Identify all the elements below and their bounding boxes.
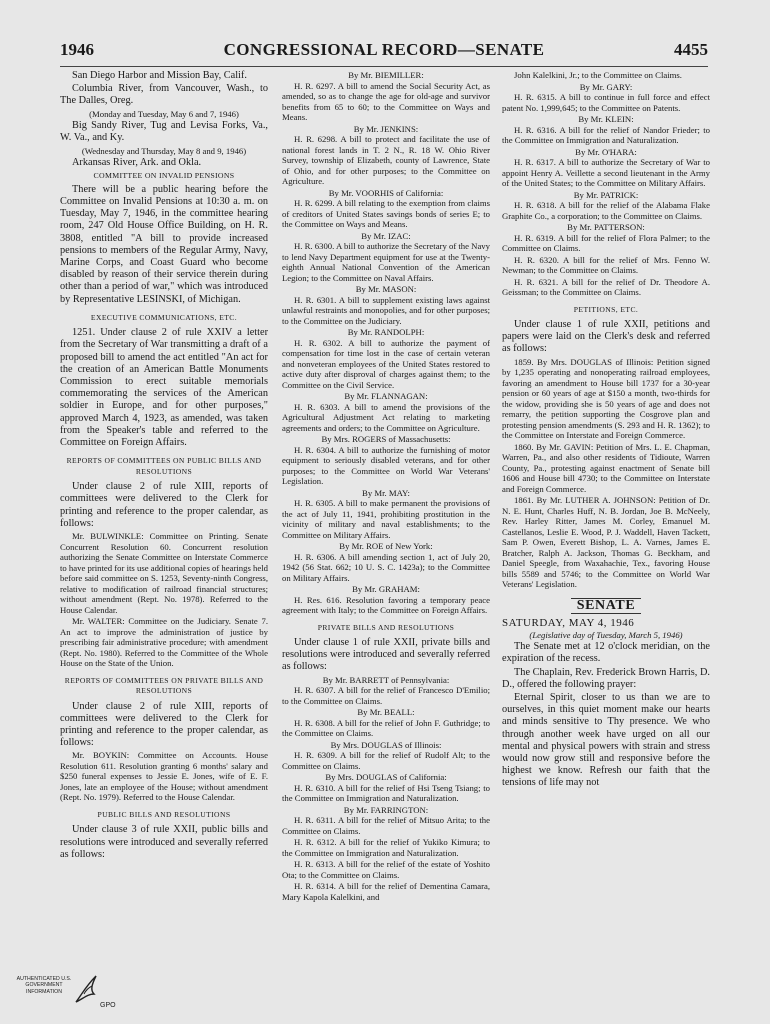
entry-paragraph: H. R. 6312. A bill for the relief of Yukiko Kimura; to the Committee on Immigration and Naturalization. — [282, 837, 490, 858]
session-date: SATURDAY, MAY 4, 1946 — [502, 617, 635, 630]
sponsor-line: By Mrs. DOUGLAS of California: — [325, 772, 447, 783]
gpo-mark: GPO — [100, 1002, 116, 1009]
entry-paragraph: H. R. 6319. A bill for the relief of Flora Palmer; to the Committee on Claims. — [502, 232, 710, 253]
entry-paragraph: H. R. 6306. A bill amending section 1, act of July 20, 1942 (56 Stat. 662; 10 U. S. C. 1423a); to the Committee on Military Affairs. — [282, 551, 490, 583]
sponsor-line: By Mr. VOORHIS of California: — [328, 187, 444, 198]
entry-paragraph: H. R. 6302. A bill to authorize the payment of compensation for time lost in the case of certain veteran and nonveteran employees of the United States restored to active duty after disproval of charges against them; to the Committee on the Civil Service. — [282, 337, 490, 390]
date-note: (Wednesday and Thursday, May 8 and 9, 1946) — [81, 145, 247, 156]
entry-paragraph: H. R. 6313. A bill for the relief of the estate of Yoshito Ota; to the Committee on Claims. — [282, 859, 490, 880]
subsection-heading: COMMITTEE ON INVALID PENSIONS — [93, 171, 235, 181]
entry-paragraph: H. R. 6317. A bill to authorize the Secretary of War to appoint Henry A. Veillette a second lieutenant in the Army of the United States; to the Committee on Military Affairs. — [502, 157, 710, 188]
column-left — [60, 70, 268, 960]
sponsor-line: By Mrs. ROGERS of Massachusetts: — [321, 434, 451, 444]
paragraph: Under clause 1 of rule XXII, private bills and resolutions were introduced and severally referred as follows: — [282, 637, 490, 673]
section-heading: REPORTS OF COMMITTEES ON PRIVATE BILLS AND RESOLUTIONS — [64, 675, 264, 696]
entry-paragraph: H. R. 6318. A bill for the relief of the Alabama Flake Graphite Co., a corporation; to the Committee on Claims. — [502, 200, 710, 221]
entry-paragraph: H. R. 6300. A bill to authorize the Secretary of the Navy to lend Navy Department equipment for use at the Twenty-eighth Annual National Convention of the American Legion; to the Committee on Naval Affairs. — [282, 241, 490, 283]
senate-title: SENATE — [576, 597, 636, 613]
sponsor-line: By Mr. KLEIN: — [578, 114, 634, 124]
sponsor-line: By Mr. PATRICK: — [573, 189, 639, 200]
header-page-number: 4455 — [674, 40, 708, 59]
sponsor-line: By Mr. PATTERSON: — [567, 222, 645, 232]
section-heading: REPORTS OF COMMITTEES ON PUBLIC BILLS AND RESOLUTIONS — [66, 456, 262, 476]
sponsor-line: By Mr. GARY: — [579, 81, 633, 92]
sponsor-line: By Mr. RANDOLPH: — [347, 327, 425, 337]
header-title: CONGRESSIONAL RECORD—SENATE — [223, 40, 545, 59]
section-heading: PETITIONS, ETC. — [573, 304, 639, 314]
section-heading: PUBLIC BILLS AND RESOLUTIONS — [97, 809, 231, 819]
legislative-day-note: (Legislative day of Tuesday, March 5, 1946) — [529, 629, 683, 640]
paragraph: Under clause 2 of rule XIII, reports of committees were delivered to the Clerk for printing and reference to the proper calendar, as follows: — [60, 481, 268, 529]
entry-paragraph: H. R. 6308. A bill for the relief of John F. Guthridge; to the Committee on Claims. — [282, 717, 490, 739]
paragraph: Under clause 3 of rule XXII, public bills and resolutions were introduced and severally referred as follows: — [60, 824, 268, 860]
eagle-icon — [72, 972, 102, 1006]
column-right — [502, 70, 710, 960]
senate-section-heading — [502, 598, 710, 615]
paragraph: The Senate met at 12 o'clock meridian, on the expiration of the recess. — [502, 641, 710, 665]
paragraph: 1251. Under clause 2 of rule XXIV a letter from the Secretary of War transmitting a draft of a proposed bill to amend the act entitled "An act for the creation of an American Battle Monuments Commission to erect suitable memorials commemorating the services of the American soldier in Europe, and for other purposes," approved March 4, 1923, as amended, was taken from the Speaker's table and referred to the Committee on Foreign Affairs. — [60, 327, 268, 449]
entry-paragraph: Mr. BOYKIN: Committee on Accounts. House Resolution 611. Resolution granting 6 months' salary and $250 funeral expenses to Jessie E. Jones, wife of E. F. Jones, late an employee of the House; without amendment (Rept. No. 1979). Referred to the House Calendar. — [60, 750, 268, 803]
sponsor-line: By Mrs. DOUGLAS of Illinois: — [330, 739, 442, 750]
entry-paragraph: H. R. 6305. A bill to make permanent the provisions of the act of July 11, 1941, prohibiting prostitution in the vicinity of military and naval establishments; to the Committee on Military Affairs. — [282, 498, 490, 540]
sponsor-line: By Mr. GRAHAM: — [352, 584, 420, 594]
entry-paragraph: H. R. 6316. A bill for the relief of Nandor Frieder; to the Committee on Immigration and Naturalization. — [502, 124, 710, 145]
paragraph: Arkansas River, Ark. and Okla. — [72, 157, 202, 169]
sponsor-line: By Mr. BEALL: — [357, 707, 415, 718]
entry-paragraph: Mr. WALTER: Committee on the Judiciary. Senate 7. An act to improve the administration of justice by prescribing fair administrative procedure; with amendment (Rept. No. 1980). Referred to the Committee of the Whole House on the State of the Union. — [60, 616, 268, 669]
date-note: (Monday and Tuesday, May 6 and 7, 1946) — [89, 108, 239, 119]
sponsor-line: By Mr. MAY: — [362, 487, 410, 498]
entry-paragraph: H. R. 6315. A bill to continue in full force and effect patent No. 1,999,645; to the Committee on Patents. — [502, 92, 710, 113]
entry-paragraph: H. R. 6320. A bill for the relief of Mrs. Fenno W. Newman; to the Committee on Claims. — [502, 254, 710, 275]
entry-paragraph: H. R. 6307. A bill for the relief of Francesco D'Emilio; to the Committee on Claims. — [282, 685, 490, 706]
entry-paragraph: H. R. 6304. A bill to authorize the furnishing of motor equipment to seriously disabled veterans, and for other purposes; to the Committee on World War Veterans' Legislation. — [282, 444, 490, 486]
entry-paragraph: H. R. 6311. A bill for the relief of Mitsuo Arita; to the Committee on Claims. — [282, 815, 490, 836]
column-middle — [282, 70, 490, 960]
entry-paragraph: H. Res. 616. Resolution favoring a temporary peace agreement with Italy; to the Committee on Foreign Affairs. — [282, 594, 490, 615]
entry-paragraph: H. R. 6314. A bill for the relief of Dementina Camara, Mary Kapola Kalelkini, and — [282, 881, 490, 902]
sponsor-line: By Mr. O'HARA: — [575, 146, 637, 157]
entry-paragraph: 1860. By Mr. GAVIN: Petition of Mrs. L. E. Chapman, Warren, Pa., and also other residents of Tidioute, Warren County, Pa., protesting against enactment of Senate bill 1606 and House bill 4730; to the Committee on Interstate and Foreign Commerce. — [502, 441, 710, 494]
authentication-text: AUTHENTICATED U.S. GOVERNMENT INFORMATION — [16, 976, 72, 995]
entry-paragraph: H. R. 6321. A bill for the relief of Dr. Theodore A. Geissman; to the Committee on Claims. — [502, 276, 710, 297]
entry-paragraph: H. R. 6309. A bill for the relief of Rudolf Alt; to the Committee on Claims. — [282, 750, 490, 771]
entry-paragraph: 1861. By Mr. LUTHER A. JOHNSON: Petition of Dr. N. E. Hunt, Charles Huff, N. B. Jordan, Joe B. McNeely, Rev. Harley Ritter, James M. Corley, Emanuel M. Castellanos, Leslie E. Wood, P. J. Waddell, Haven Tackett, Sam P. Owen, Everett Bishop, L. A. Varnes, James E. Bratcher, Ralph A. Jackson, Thomas G. Beckham, and Daniel Speegle, from Waxahachie, Tex., favoring House bills 5589 and 5746; to the Committee on World War Veterans' Legislation. — [502, 495, 710, 590]
paragraph: Under clause 1 of rule XXII, petitions and papers were laid on the Clerk's desk and referred as follows: — [502, 319, 710, 355]
sponsor-line: By Mr. MASON: — [355, 284, 417, 294]
paragraph: Eternal Spirit, closer to us than we are to ourselves, in this quiet moment make our hearts and minds sensitive to Thy presence. We who through another week have urged on all our mental and physical powers with strain and stress would now grow still and responsive before the highest we know. Refresh our faith that the tensions of life may not — [502, 691, 710, 789]
sponsor-line: By Mr. BARRETT of Pennsylvania: — [322, 674, 450, 685]
entry-paragraph: 1859. By Mrs. DOUGLAS of Illinois: Petition signed by 1,235 operating and nonoperating railroad employees, favoring an amendment to House bill 1737 for a 30-year pension or 60 years of age at $150 a month, two-thirds for the widow, providing she is 50 years of age and does not remarry, the petition supporting the Cosgrove plan and protesting pension amendments (S. 293 and H. R. 1362); to the Committee on Interstate and Foreign Commerce. — [502, 356, 710, 441]
entry-paragraph: John Kalelkini, Jr.; to the Committee on Claims. — [514, 70, 682, 80]
section-heading: PRIVATE BILLS AND RESOLUTIONS — [317, 622, 455, 632]
sponsor-line: By Mr. IZAC: — [361, 230, 411, 241]
entry-paragraph: H. R. 6301. A bill to supplement existing laws against unlawful restraints and monopolies, and for other purposes; to the Committee on the Judiciary. — [282, 294, 490, 326]
entry-paragraph: H. R. 6299. A bill relating to the exemption from claims of creditors of United States savings bonds of series E; to the Committee on Ways and Means. — [282, 198, 490, 229]
paragraph: Big Sandy River, Tug and Levisa Forks, Va., W. Va., and Ky. — [60, 120, 268, 144]
sponsor-line: By Mr. ROE of New York: — [339, 541, 433, 551]
entry-paragraph: H. R. 6298. A bill to protect and facilitate the use of national forest lands in T. 2 N., R. 18 W. Ohio River Survey, township of Elizabeth, county of Lawrence, State of Ohio, and for other purposes; to the Committee on Agriculture. — [282, 134, 490, 186]
paragraph: There will be a public hearing before the Committee on Invalid Pensions at 10:30 a. m. on Tuesday, May 7, 1946, in the committee hearing room, 247 Old House Office Building, on H. R. 3808, entitled "A bill to provide increased pensions to members of the Regular Army, Navy, Marine Corps, and Coast Guard who become disabled by reason of their service therein during other than a period of war," which was introduced by Representative LESINSKI, of Michigan. — [60, 183, 268, 305]
divider — [571, 613, 641, 614]
entry-paragraph: H. R. 6297. A bill to amend the Social Security Act, as amended, so as to change the age for old-age and survivor benefits from 65 to 60; to the Committee on Ways and Means. — [282, 80, 490, 122]
running-header — [60, 40, 708, 67]
sponsor-line: By Mr. FARRINGTON: — [343, 804, 429, 815]
sponsor-line: By Mr. BIEMILLER: — [348, 70, 424, 80]
section-heading: EXECUTIVE COMMUNICATIONS, ETC. — [90, 312, 238, 322]
paragraph: San Diego Harbor and Mission Bay, Calif. — [72, 70, 247, 81]
sponsor-line: By Mr. JENKINS: — [353, 123, 419, 134]
entry-paragraph: Mr. BULWINKLE: Committee on Printing. Senate Concurrent Resolution 60. Concurrent resolution authorizing the Senate Committee on Interstate Commerce to have printed for its use additional copies of hearings held before said committee on S. 1253, Seventy-ninth Congress, relative to modification of railroad financial structures; without amendment (Rept. No. 1978). Referred to the House Calendar. — [60, 531, 268, 615]
gpo-authentication-logo — [14, 972, 114, 1016]
header-year: 1946 — [60, 40, 94, 59]
paragraph: Under clause 2 of rule XIII, reports of committees were delivered to the Clerk for printing and reference to the proper calendar, as follows: — [60, 700, 268, 749]
entry-paragraph: H. R. 6310. A bill for the relief of Hsi Tseng Tsiang; to the Committee on Immigration and Naturalization. — [282, 782, 490, 804]
paragraph: The Chaplain, Rev. Frederick Brown Harris, D. D., offered the following prayer: — [502, 666, 710, 690]
entry-paragraph: H. R. 6303. A bill to amend the provisions of the Agricultural Adjustment Act relating to marketing agreements and orders; to the Committee on Agriculture. — [282, 401, 490, 433]
sponsor-line: By Mr. FLANNAGAN: — [344, 391, 428, 401]
paragraph: Columbia River, from Vancouver, Wash., to The Dalles, Oreg. — [60, 83, 268, 107]
